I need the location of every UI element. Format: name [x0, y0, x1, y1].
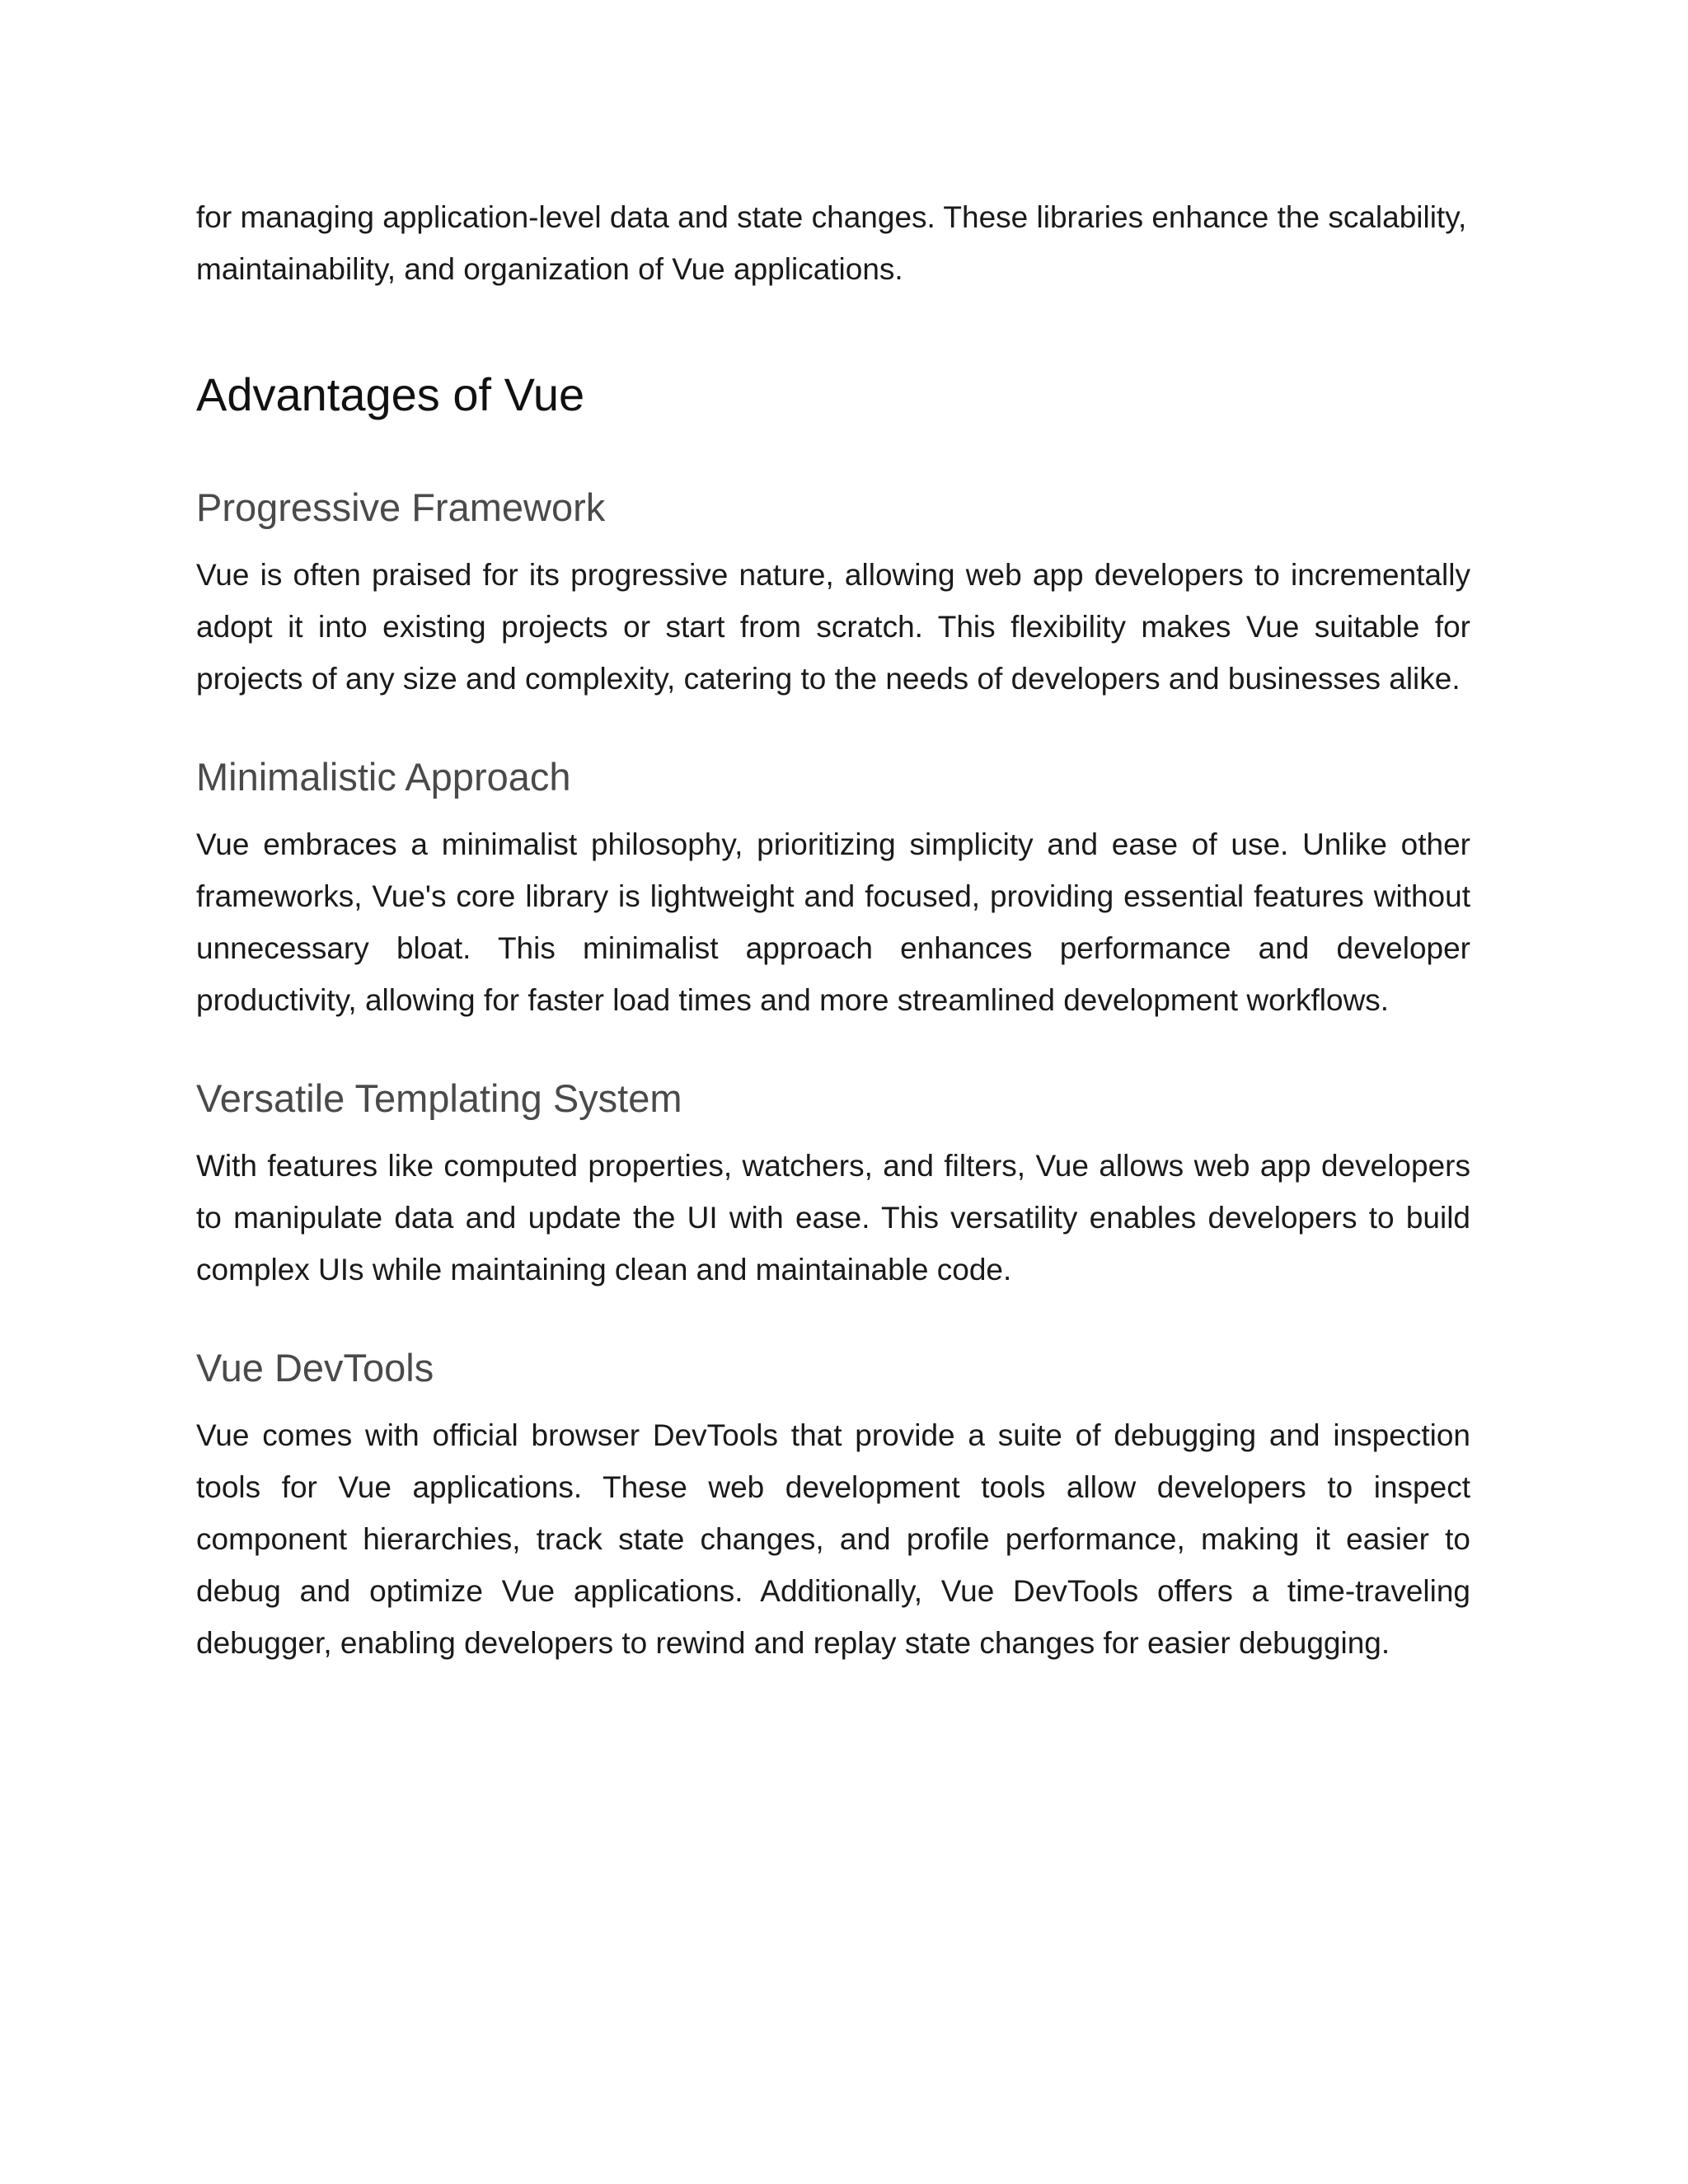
intro-paragraph: for managing application-level data and state changes. These libraries enhance the scalability, maintainability, and organization of Vue applications.: [196, 200, 1467, 286]
subheading-versatile-templating-system: Versatile Templating System: [196, 1076, 682, 1120]
paragraph-progressive-framework: Vue is often praised for its progressive nature, allowing web app developers to incrementally adopt it into existing projects or start from scratch. This flexibility makes Vue suitable for projects of any size and complexity, catering to the needs of developers and businesses alike.: [196, 558, 1470, 696]
paragraph-minimalistic-approach: Vue embraces a minimalist philosophy, prioritizing simplicity and ease of use. Unlike other frameworks, Vue's core library is lightweight and focused, providing essential features without unnecessary bloat. This minimalist approach enhances performance and developer productivity, allowing for faster load times and more streamlined development workflows.: [196, 827, 1470, 1017]
document-page: [196, 191, 1470, 1669]
paragraph-vue-devtools: Vue comes with official browser DevTools that provide a suite of debugging and inspection tools for Vue applications. These web development tools allow developers to inspect component hierarchies, track state changes, and profile performance, making it easier to debug and optimize Vue applications. Additionally, Vue DevTools offers a time-traveling debugger, enabling developers to rewind and replay state changes for easier debugging.: [196, 1418, 1470, 1660]
section-heading: Advantages of Vue: [196, 368, 585, 420]
subheading-progressive-framework: Progressive Framework: [196, 485, 606, 529]
subheading-vue-devtools: Vue DevTools: [196, 1346, 434, 1390]
paragraph-versatile-templating-system: With features like computed properties, watchers, and filters, Vue allows web app developers to manipulate data and update the UI with ease. This versatility enables developers to build complex UIs while maintaining clean and maintainable code.: [196, 1149, 1470, 1286]
subheading-minimalistic-approach: Minimalistic Approach: [196, 755, 571, 799]
